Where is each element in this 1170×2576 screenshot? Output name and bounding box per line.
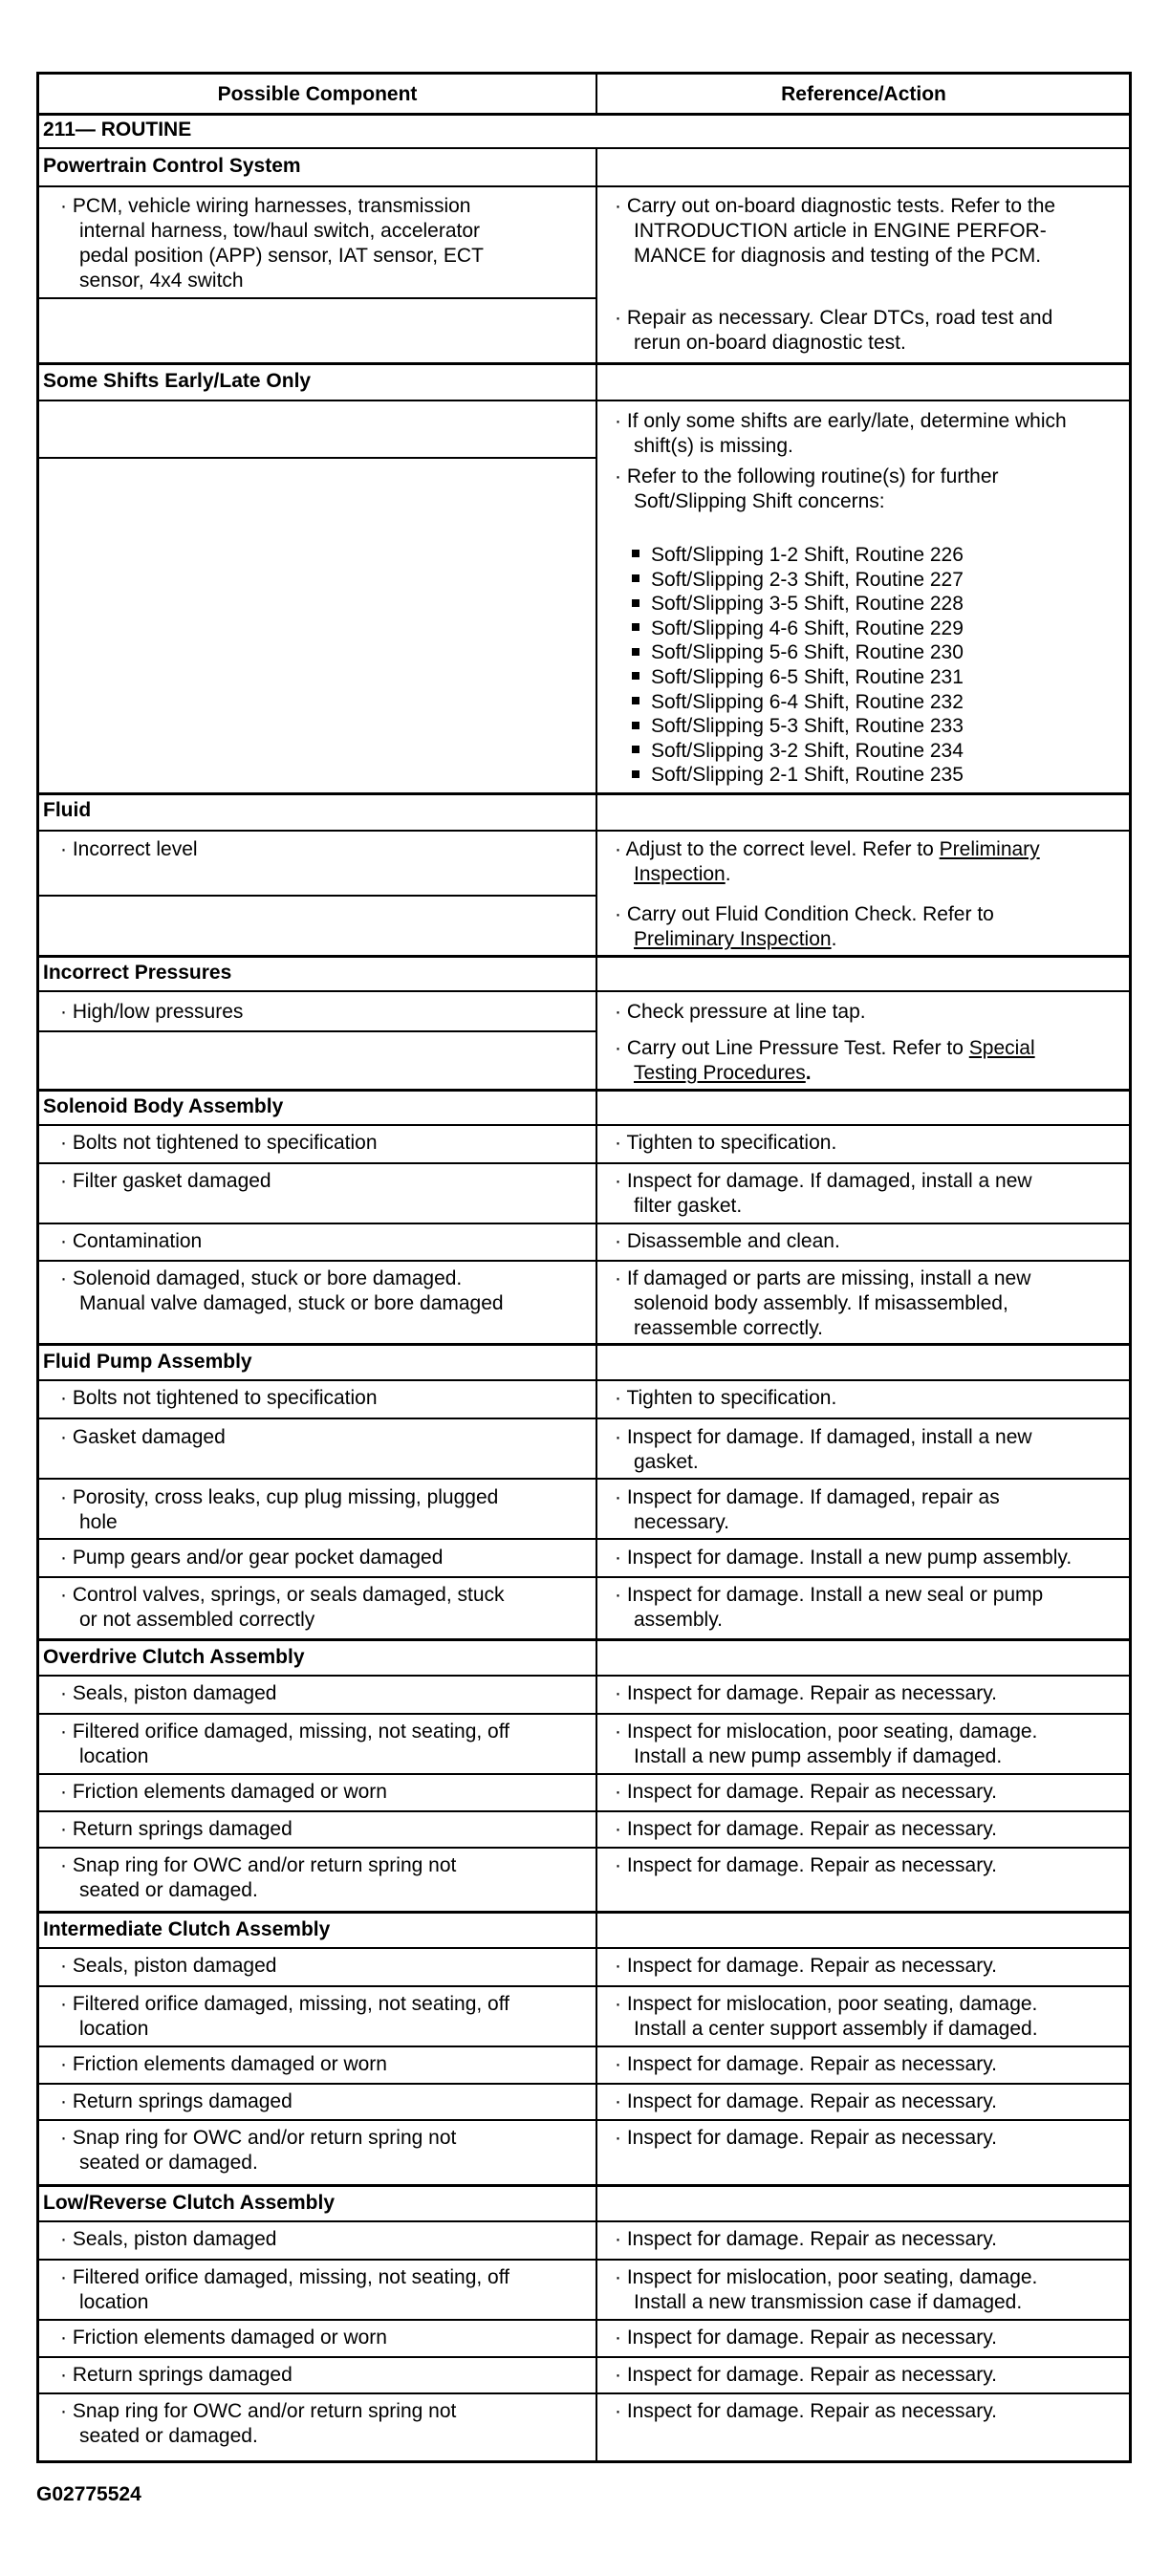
routine-list-item xyxy=(632,640,964,665)
column-divider xyxy=(596,75,597,113)
square-bullet-icon xyxy=(632,697,639,704)
section-title-pump: Fluid Pump Assembly xyxy=(43,1351,252,1373)
square-bullet-icon xyxy=(632,623,639,631)
overdrive-r4-action: · Inspect for damage. Repair as necessary. xyxy=(615,1818,997,1840)
square-bullet-icon xyxy=(632,599,639,607)
row-divider xyxy=(39,400,1129,401)
pump-r5-component: · Control valves, springs, or seals damaged, stuck or not assembled correctly xyxy=(60,1584,505,1631)
figure-id: G02775524 xyxy=(36,2483,141,2505)
pressures-action-1: · Check pressure at line tap. xyxy=(615,1001,866,1023)
solenoid-r1-component: · Bolts not tightened to specification xyxy=(60,1132,378,1154)
intermediate-r3-action: · Inspect for damage. Repair as necessary. xyxy=(615,2053,997,2075)
intermediate-r5-action: · Inspect for damage. Repair as necessary. xyxy=(615,2127,997,2149)
row-divider xyxy=(39,2083,1129,2085)
section-title-low-reverse: Low/Reverse Clutch Assembly xyxy=(43,2192,335,2214)
row-divider xyxy=(39,1162,1129,1164)
row-divider xyxy=(39,1379,1129,1381)
overdrive-r1-component: · Seals, piston damaged xyxy=(60,1682,277,1704)
intermediate-r2-action: · Inspect for mislocation, poor seating, damage. Install a center support assembly if damaged. xyxy=(615,1993,1038,2040)
pump-r5-action: · Inspect for damage. Install a new seal or pump assembly. xyxy=(615,1584,1044,1631)
overdrive-r1-action: · Inspect for damage. Repair as necessary. xyxy=(615,1682,997,1704)
row-divider xyxy=(39,1847,1129,1849)
column-divider xyxy=(596,147,597,2463)
routine-list-item xyxy=(632,543,964,568)
routine-list-item xyxy=(632,592,964,617)
section-title-intermediate: Intermediate Clutch Assembly xyxy=(43,1918,331,1940)
section-divider xyxy=(39,2184,1129,2187)
row-divider xyxy=(39,2220,1129,2222)
row-divider xyxy=(39,1713,1129,1715)
section-divider xyxy=(39,362,1129,365)
powertrain-action-2: · Repair as necessary. Clear DTCs, road test and rerun on-board diagnostic test. xyxy=(615,307,1053,354)
solenoid-r2-component: · Filter gasket damaged xyxy=(60,1170,271,1192)
preliminary-inspection-link[interactable]: Inspection xyxy=(634,863,726,885)
section-title-overdrive: Overdrive Clutch Assembly xyxy=(43,1646,305,1668)
row-divider xyxy=(39,1985,1129,1987)
pump-r4-action: · Inspect for damage. Install a new pump assembly. xyxy=(615,1547,1072,1569)
lowrev-r3-component: · Friction elements damaged or worn xyxy=(60,2327,387,2349)
row-divider xyxy=(39,895,596,897)
overdrive-r3-action: · Inspect for damage. Repair as necessary. xyxy=(615,1781,997,1803)
pump-r3-action: · Inspect for damage. If damaged, repair as necessary. xyxy=(615,1486,1000,1533)
pressures-action-2: · Carry out Line Pressure Test. Refer to Special Testing Procedures. xyxy=(615,1037,1035,1084)
pump-r2-component: · Gasket damaged xyxy=(60,1426,226,1448)
section-divider xyxy=(39,1343,1129,1346)
row-divider xyxy=(39,990,1129,992)
lowrev-r5-component: · Snap ring for OWC and/or return spring not seated or damaged. xyxy=(60,2400,457,2447)
section-divider xyxy=(39,1911,1129,1914)
routine-list-item xyxy=(632,690,964,715)
pump-r3-component: · Porosity, cross leaks, cup plug missing, plugged hole xyxy=(60,1486,499,1533)
special-testing-link[interactable]: Special xyxy=(968,1037,1035,1059)
column-header-component: Possible Component xyxy=(217,83,418,105)
row-divider xyxy=(39,1223,1129,1224)
routine-label: Soft/Slipping 1-2 Shift, Routine 226 xyxy=(651,544,964,566)
row-divider xyxy=(39,1675,1129,1677)
lowrev-r2-component: · Filtered orifice damaged, missing, not seating, off location xyxy=(60,2266,510,2313)
pump-r2-action: · Inspect for damage. If damaged, install a new gasket. xyxy=(615,1426,1032,1473)
fluid-action-1: · Adjust to the correct level. Refer to Preliminary Inspection. xyxy=(615,838,1040,885)
overdrive-r2-component: · Filtered orifice damaged, missing, not seating, off location xyxy=(60,1721,510,1767)
routine-list-item xyxy=(632,568,964,593)
intermediate-r3-component: · Friction elements damaged or worn xyxy=(60,2053,387,2075)
section-title-powertrain: Powertrain Control System xyxy=(43,155,301,177)
lowrev-r3-action: · Inspect for damage. Repair as necessary. xyxy=(615,2327,997,2349)
routine-label: Soft/Slipping 4-6 Shift, Routine 229 xyxy=(651,617,964,639)
solenoid-r4-component: · Solenoid damaged, stuck or bore damaged. Manual valve damaged, stuck or bore damaged xyxy=(60,1267,504,1314)
header-divider xyxy=(39,113,1129,116)
square-bullet-icon xyxy=(632,746,639,753)
row-divider xyxy=(39,2356,1129,2358)
routine-label: Soft/Slipping 2-1 Shift, Routine 235 xyxy=(651,764,964,787)
row-divider xyxy=(39,1478,1129,1480)
shifts-action-2: · Refer to the following routine(s) for further Soft/Slipping Shift concerns: xyxy=(615,465,999,512)
intermediate-r2-component: · Filtered orifice damaged, missing, not seating, off location xyxy=(60,1993,510,2040)
solenoid-r1-action: · Tighten to specification. xyxy=(615,1132,837,1154)
square-bullet-icon xyxy=(632,550,639,557)
routine-label: Soft/Slipping 5-6 Shift, Routine 230 xyxy=(651,641,964,664)
row-divider xyxy=(39,1030,596,1032)
square-bullet-icon xyxy=(632,672,639,680)
row-divider xyxy=(39,297,596,299)
section-title-shifts: Some Shifts Early/Late Only xyxy=(43,370,312,392)
special-testing-link[interactable]: Testing Procedures xyxy=(634,1062,806,1084)
row-divider xyxy=(39,1576,1129,1578)
routine-label: Soft/Slipping 5-3 Shift, Routine 233 xyxy=(651,715,964,738)
solenoid-r3-action: · Disassemble and clean. xyxy=(615,1230,840,1252)
square-bullet-icon xyxy=(632,722,639,729)
routine-label: Soft/Slipping 6-4 Shift, Routine 232 xyxy=(651,690,964,713)
section-divider xyxy=(39,792,1129,795)
lowrev-r5-action: · Inspect for damage. Repair as necessary. xyxy=(615,2400,997,2422)
column-header-action: Reference/Action xyxy=(781,83,946,105)
pump-r1-component: · Bolts not tightened to specification xyxy=(60,1387,378,1409)
row-divider xyxy=(39,147,1129,149)
overdrive-r3-component: · Friction elements damaged or worn xyxy=(60,1781,387,1803)
routine-list-item xyxy=(632,617,964,641)
intermediate-r1-component: · Seals, piston damaged xyxy=(60,1955,277,1977)
fluid-component: · Incorrect level xyxy=(60,838,198,860)
lowrev-r1-component: · Seals, piston damaged xyxy=(60,2228,277,2250)
powertrain-action-1: · Carry out on-board diagnostic tests. Refer to the INTRODUCTION article in ENGINE PERFOR- MANCE for diagnosis and testing of the PCM. xyxy=(615,195,1056,267)
fluid-action-2: · Carry out Fluid Condition Check. Refer to Preliminary Inspection. xyxy=(615,903,994,950)
solenoid-r3-component: · Contamination xyxy=(60,1230,203,1252)
row-divider xyxy=(39,1260,1129,1262)
intermediate-r4-action: · Inspect for damage. Repair as necessary. xyxy=(615,2090,997,2112)
section-divider xyxy=(39,955,1129,958)
row-divider xyxy=(39,2392,1129,2394)
routine-list-item xyxy=(632,763,964,788)
row-divider xyxy=(39,1947,1129,1949)
row-divider xyxy=(39,1124,1129,1126)
solenoid-r2-action: · Inspect for damage. If damaged, install a new filter gasket. xyxy=(615,1170,1032,1217)
row-divider xyxy=(39,1810,1129,1812)
routine-title: 211— ROUTINE xyxy=(43,119,192,141)
row-divider xyxy=(39,457,596,459)
row-divider xyxy=(39,1538,1129,1540)
routine-label: Soft/Slipping 6-5 Shift, Routine 231 xyxy=(651,666,964,688)
section-divider xyxy=(39,1638,1129,1641)
section-title-pressures: Incorrect Pressures xyxy=(43,962,232,984)
overdrive-r5-action: · Inspect for damage. Repair as necessary. xyxy=(615,1854,997,1876)
row-divider xyxy=(39,1418,1129,1419)
solenoid-r4-action: · If damaged or parts are missing, install a new solenoid body assembly. If misassembled, reassemble correctly. xyxy=(615,1267,1031,1339)
row-divider xyxy=(39,2046,1129,2047)
row-divider xyxy=(39,830,1129,832)
square-bullet-icon xyxy=(632,648,639,656)
section-divider xyxy=(39,1089,1129,1092)
square-bullet-icon xyxy=(632,770,639,778)
routine-label: Soft/Slipping 3-5 Shift, Routine 228 xyxy=(651,593,964,616)
lowrev-r4-action: · Inspect for damage. Repair as necessary. xyxy=(615,2364,997,2386)
diagnosis-table xyxy=(36,72,1132,2463)
preliminary-inspection-link[interactable]: Preliminary xyxy=(939,838,1040,860)
shifts-action-1: · If only some shifts are early/late, determine which shift(s) is missing. xyxy=(615,410,1067,457)
section-title-fluid: Fluid xyxy=(43,799,92,821)
row-divider xyxy=(39,1773,1129,1775)
routine-list-item xyxy=(632,739,964,764)
routine-list-item xyxy=(632,665,964,690)
overdrive-r5-component: · Snap ring for OWC and/or return spring not seated or damaged. xyxy=(60,1854,457,1901)
overdrive-r2-action: · Inspect for mislocation, poor seating, damage. Install a new pump assembly if damaged. xyxy=(615,1721,1038,1767)
lowrev-r2-action: · Inspect for mislocation, poor seating, damage. Install a new transmission case if damaged. xyxy=(615,2266,1038,2313)
intermediate-r5-component: · Snap ring for OWC and/or return spring not seated or damaged. xyxy=(60,2127,457,2174)
row-divider xyxy=(39,2259,1129,2261)
pump-r1-action: · Tighten to specification. xyxy=(615,1387,837,1409)
section-title-solenoid: Solenoid Body Assembly xyxy=(43,1095,284,1117)
routine-label: Soft/Slipping 2-3 Shift, Routine 227 xyxy=(651,568,964,591)
routine-list-item xyxy=(632,714,964,739)
powertrain-component: · PCM, vehicle wiring harnesses, transmission internal harness, tow/haul switch, accelerator pedal position (APP) sensor, IAT sensor, ECT sensor, 4x4 switch xyxy=(60,195,484,292)
routine-label: Soft/Slipping 3-2 Shift, Routine 234 xyxy=(651,739,964,762)
row-divider xyxy=(39,2119,1129,2121)
square-bullet-icon xyxy=(632,574,639,582)
preliminary-inspection-link[interactable]: Preliminary Inspection xyxy=(634,928,832,950)
lowrev-r1-action: · Inspect for damage. Repair as necessary. xyxy=(615,2228,997,2250)
overdrive-r4-component: · Return springs damaged xyxy=(60,1818,292,1840)
pump-r4-component: · Pump gears and/or gear pocket damaged xyxy=(60,1547,444,1569)
row-divider xyxy=(39,185,1129,187)
row-divider xyxy=(39,2319,1129,2321)
intermediate-r4-component: · Return springs damaged xyxy=(60,2090,292,2112)
pressures-component: · High/low pressures xyxy=(60,1001,244,1023)
lowrev-r4-component: · Return springs damaged xyxy=(60,2364,292,2386)
intermediate-r1-action: · Inspect for damage. Repair as necessary. xyxy=(615,1955,997,1977)
